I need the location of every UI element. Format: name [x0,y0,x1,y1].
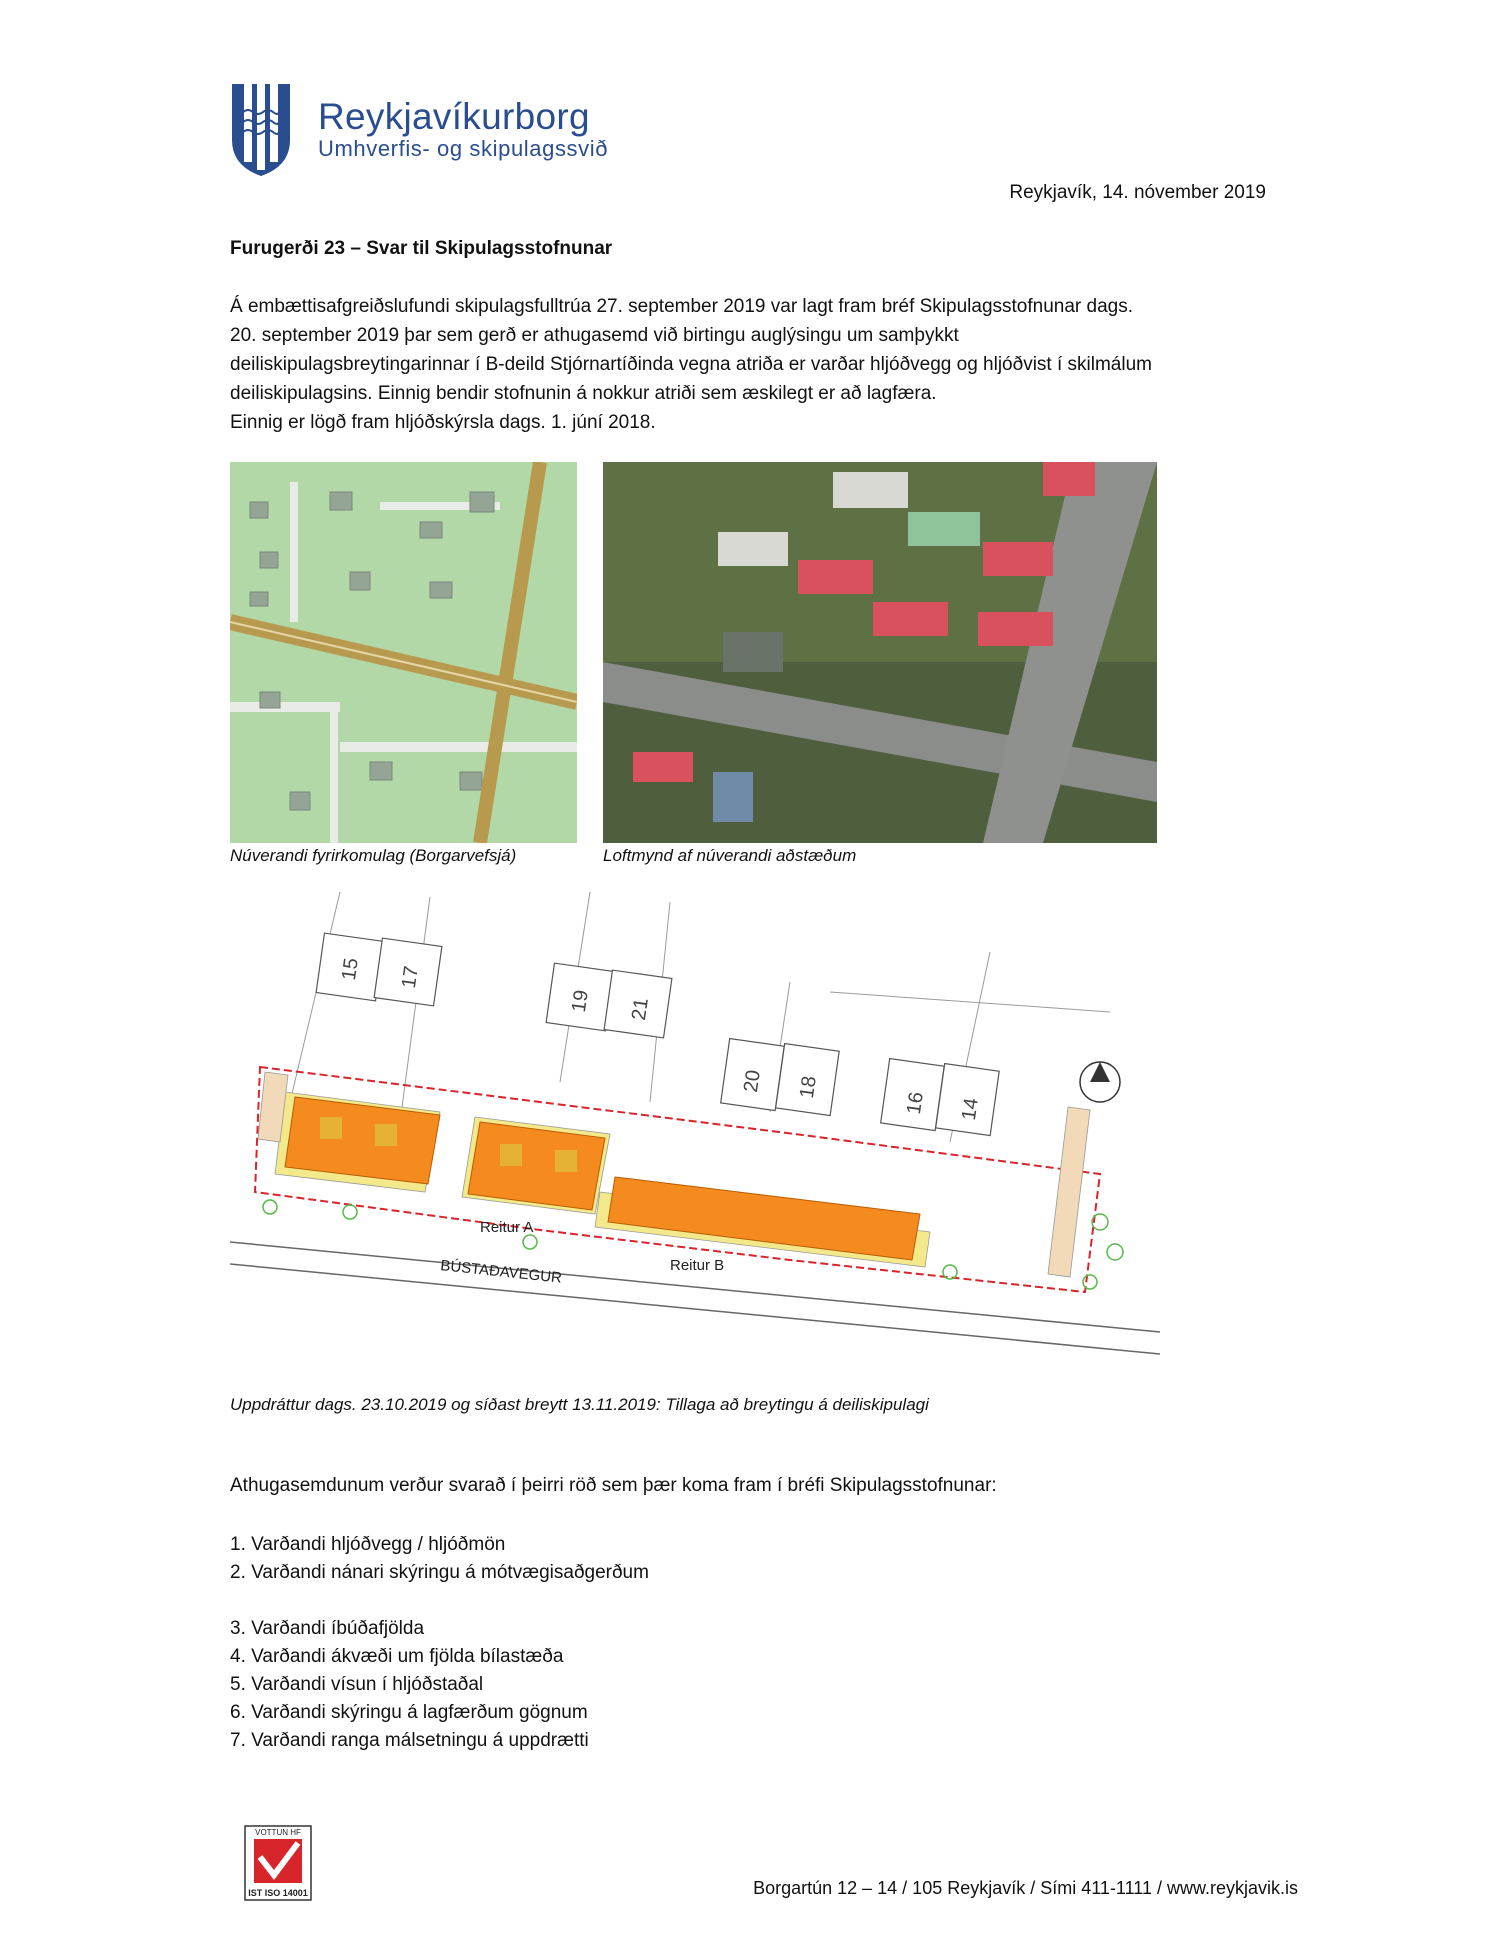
list-item: 4. Varðandi ákvæði um fjölda bílastæða [230,1646,564,1667]
response-intro: Athugasemdunum verður svarað í þeirri röð sem þær koma fram í bréfi Skipulagsstofnunar: [230,1475,997,1496]
lot-number-label: 20 [739,1068,765,1094]
org-name: Reykjavíkurborg [318,96,590,137]
intro-line: 20. september 2019 þar sem gerð er athugasemd við birtingu auglýsingu um samþykkt [230,325,959,346]
lot-number-label: 18 [795,1074,821,1100]
lot-number-label: 16 [902,1090,928,1116]
street-label: BÚSTAÐAVEGUR [439,1257,563,1287]
reykjavik-shield-logo [230,82,292,178]
list-item: 6. Varðandi skýringu á lagfærðum gögnum [230,1702,588,1723]
response-item-list [230,1531,649,1755]
department-name: Umhverfis- og skipulagssvið [318,136,609,161]
area-b-label: Reitur B [670,1257,725,1274]
iso-certification-logo [244,1825,312,1901]
list-item: 5. Varðandi vísun í hljóðstaðal [230,1674,484,1695]
footer-address: Borgartún 12 – 14 / 105 Reykjavík / Sími 411-1111 / www.reykjavik.is [753,1878,1298,1898]
lot-number-label: 19 [567,988,593,1014]
lot-number-label: 15 [337,956,363,982]
building-reitur-a-east [468,1122,605,1210]
list-item: 1. Varðandi hljóðvegg / hljóðmön [230,1534,506,1555]
intro-line: deiliskipulagsbreytingarinnar í B-deild Stjórnartíðinda vegna atriða er varðar hljóðvegg og hljóðvist í skilmálum [230,354,1152,375]
lot-number-label: 21 [627,996,653,1022]
plan-caption: Uppdráttur dags. 23.10.2019 og síðast breytt 13.11.2019: Tillaga að breytingu á deiliskipulagi [230,1395,929,1414]
svg-text:VOTTUN HF: VOTTUN HF [255,1828,301,1837]
list-item: 2. Varðandi nánari skýringu á mótvægisaðgerðum [230,1562,649,1583]
intro-paragraph [230,292,1290,437]
intro-line: Einnig er lögð fram hljóðskýrsla dags. 1. júní 2018. [230,412,656,433]
site-plan-drawing [230,892,1160,1392]
intro-line: Á embættisafgreiðslufundi skipulagsfulltrúa 27. september 2019 var lagt fram bréf Skipulagsstofnunar dags. [230,296,1133,317]
date-line: Reykjavík, 14. nóvember 2019 [1009,182,1266,203]
aerial-photo-image [603,462,1157,843]
intro-line: deiliskipulagsins. Einnig bendir stofnunin á nokkur atriði sem æskilegt er að lagfæra. [230,383,937,404]
lot-number-label: 14 [957,1096,983,1122]
list-item: 7. Varðandi ranga málsetningu á uppdrætti [230,1730,589,1751]
map-caption: Núverandi fyrirkomulag (Borgarvefsjá) [230,846,517,865]
aerial-caption: Loftmynd af núverandi aðstæðum [603,846,857,865]
svg-text:IST ISO 14001: IST ISO 14001 [248,1888,308,1898]
list-item: 3. Varðandi íbúðafjölda [230,1618,425,1639]
lot-number-label: 17 [397,964,423,990]
area-a-label: Reitur A [480,1219,534,1236]
current-layout-map-image [230,462,577,843]
document-title: Furugerði 23 – Svar til Skipulagsstofnunar [230,238,613,259]
